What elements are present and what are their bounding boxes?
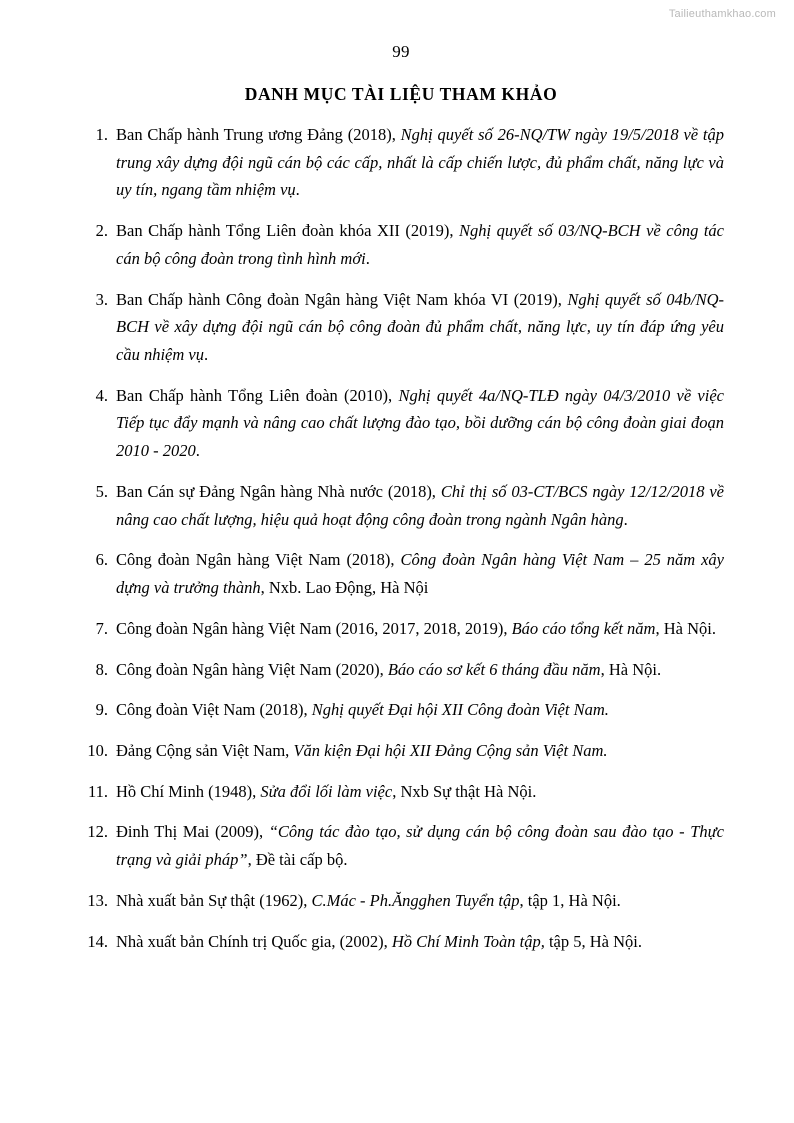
reference-plain-part: Đảng Cộng sản Việt Nam, xyxy=(116,740,294,760)
reference-plain-part: , Đề tài cấp bộ. xyxy=(247,850,348,870)
reference-item xyxy=(78,696,724,724)
reference-title-part: Báo cáo sơ kết 6 tháng đầu năm xyxy=(387,659,601,679)
reference-number: 3. xyxy=(95,289,108,309)
reference-plain-part: , tập 1, Hà Nội. xyxy=(519,890,621,910)
reference-plain-part: Công đoàn Ngân hàng Việt Nam (2016, 2017, 2018, 2019), xyxy=(116,618,512,638)
reference-number: 5. xyxy=(95,481,108,501)
reference-title-part: Nghị quyết Đại hội XII Công đoàn Việt Nam. xyxy=(311,700,609,720)
reference-title-part: Nghị quyết số 04b/NQ-BCH về xây dựng đội ngũ cán bộ công đoàn đủ phẩm chất, năng lực, uy tín đáp ứng yêu cầu nhiệm vụ xyxy=(116,289,724,365)
reference-text xyxy=(116,782,536,801)
reference-item xyxy=(78,656,724,684)
reference-text xyxy=(116,290,724,364)
reference-title-part: “Công tác đào tạo, sử dụng cán bộ công đoàn sau đào tạo - Thực trạng và giải pháp” xyxy=(116,822,724,870)
reference-item xyxy=(78,382,724,465)
reference-item xyxy=(78,615,724,643)
reference-plain-part: . xyxy=(623,509,628,529)
reference-item xyxy=(78,737,724,765)
reference-number: 12. xyxy=(87,822,108,842)
reference-plain-part: Ban Chấp hành Tổng Liên đoàn khóa XII (2019), xyxy=(116,221,460,241)
reference-plain-part: Nhà xuất bản Chính trị Quốc gia, (2002), xyxy=(116,931,392,951)
reference-number: 4. xyxy=(95,385,108,405)
reference-text xyxy=(116,125,724,199)
reference-plain-part: . xyxy=(365,248,370,268)
reference-number: 8. xyxy=(95,659,108,679)
reference-title-part: Nghị quyết số 26-NQ/TW ngày 19/5/2018 về tập trung xây dựng đội ngũ cán bộ các cấp, nhất là cấp chiến lược, đủ phẩm chất, năng lực và uy tín, ngang tầm nhiệm vụ xyxy=(116,125,724,200)
reference-plain-part: Nhà xuất bản Sự thật (1962), xyxy=(116,890,312,910)
reference-text xyxy=(116,700,609,719)
reference-title-part: Văn kiện Đại hội XII Đảng Cộng sản Việt Nam. xyxy=(293,740,608,760)
reference-text xyxy=(116,619,716,638)
reference-plain-part: . xyxy=(195,441,200,461)
reference-title-part: Sửa đổi lối làm việc xyxy=(260,781,393,801)
reference-text xyxy=(116,932,642,951)
reference-number: 13. xyxy=(87,890,108,910)
reference-number: 9. xyxy=(95,700,108,720)
reference-item xyxy=(78,546,724,601)
reference-plain-part: Hồ Chí Minh (1948), xyxy=(116,781,261,801)
reference-item xyxy=(78,928,724,956)
reference-plain-part: , Hà Nội. xyxy=(655,618,716,638)
reference-item xyxy=(78,286,724,369)
reference-plain-part: . xyxy=(295,180,300,200)
reference-plain-part: tập 5, Hà Nội. xyxy=(544,931,642,951)
reference-text xyxy=(116,386,724,460)
reference-number: 7. xyxy=(95,618,108,638)
reference-item xyxy=(78,887,724,915)
page-number: 99 xyxy=(392,42,410,61)
reference-number: 2. xyxy=(95,221,108,241)
reference-number: 6. xyxy=(95,550,108,570)
reference-text xyxy=(116,221,724,268)
reference-plain-part: Ban Cán sự Đảng Ngân hàng Nhà nước (2018), xyxy=(116,481,441,501)
reference-plain-part: . xyxy=(203,345,209,365)
reference-plain-part: Ban Chấp hành Trung ương Đảng (2018), xyxy=(116,125,401,144)
page-title: DANH MỤC TÀI LIỆU THAM KHẢO xyxy=(244,84,558,104)
reference-title-part: Nghị quyết 4a/NQ-TLĐ ngày 04/3/2010 về việc Tiếp tục đẩy mạnh và nâng cao chất lượng đào tạo, bồi dưỡng cán bộ công đoàn giai đoạn 2010 - 2020 xyxy=(116,385,724,461)
site-watermark: Tailieuthamkhao.com xyxy=(668,8,776,20)
reference-item xyxy=(78,818,724,873)
reference-text xyxy=(116,660,661,679)
reference-plain-part: , Nxb. Lao Động, Hà Nội xyxy=(260,578,429,598)
reference-title-part: Nghị quyết số 03/NQ-BCH về công tác cán bộ công đoàn trong tình hình mới xyxy=(116,221,724,268)
reference-item xyxy=(78,778,724,806)
reference-item xyxy=(78,478,724,533)
reference-text xyxy=(116,482,724,529)
reference-plain-part: Ban Chấp hành Công đoàn Ngân hàng Việt Nam khóa VI (2019), xyxy=(116,289,568,309)
reference-text xyxy=(116,822,724,869)
reference-number: 11. xyxy=(87,781,108,801)
reference-plain-part: Công đoàn Ngân hàng Việt Nam (2020), xyxy=(116,659,388,679)
reference-text xyxy=(116,741,608,760)
reference-plain-part: Công đoàn Ngân hàng Việt Nam (2018), xyxy=(116,550,401,570)
reference-title-part: Báo cáo tổng kết năm xyxy=(511,618,656,638)
reference-plain-part: Công đoàn Việt Nam (2018), xyxy=(116,700,312,720)
reference-number: 1. xyxy=(95,125,108,144)
reference-title-part: Chỉ thị số 03-CT/BCS ngày 12/12/2018 về nâng cao chất lượng, hiệu quả hoạt động công đoàn trong ngành Ngân hàng xyxy=(116,481,725,529)
reference-plain-part: Ban Chấp hành Tổng Liên đoàn (2010), xyxy=(116,385,399,405)
reference-number: 14. xyxy=(87,931,108,951)
reference-text xyxy=(116,550,724,597)
reference-item xyxy=(78,217,724,272)
reference-plain-part: Đinh Thị Mai (2009), xyxy=(116,822,269,842)
reference-text xyxy=(116,891,621,910)
reference-number: 10. xyxy=(87,740,108,760)
reference-title-part: Hồ Chí Minh Toàn tập, xyxy=(391,931,545,951)
reference-plain-part: , Nxb Sự thật Hà Nội. xyxy=(392,781,537,801)
reference-title-part: Công đoàn Ngân hàng Việt Nam – 25 năm xây dựng và trưởng thành xyxy=(116,550,725,598)
reference-list xyxy=(78,121,724,955)
reference-plain-part: , Hà Nội. xyxy=(600,659,662,679)
reference-title-part: C.Mác - Ph.Ăngghen Tuyển tập xyxy=(311,890,520,910)
reference-item xyxy=(78,121,724,204)
